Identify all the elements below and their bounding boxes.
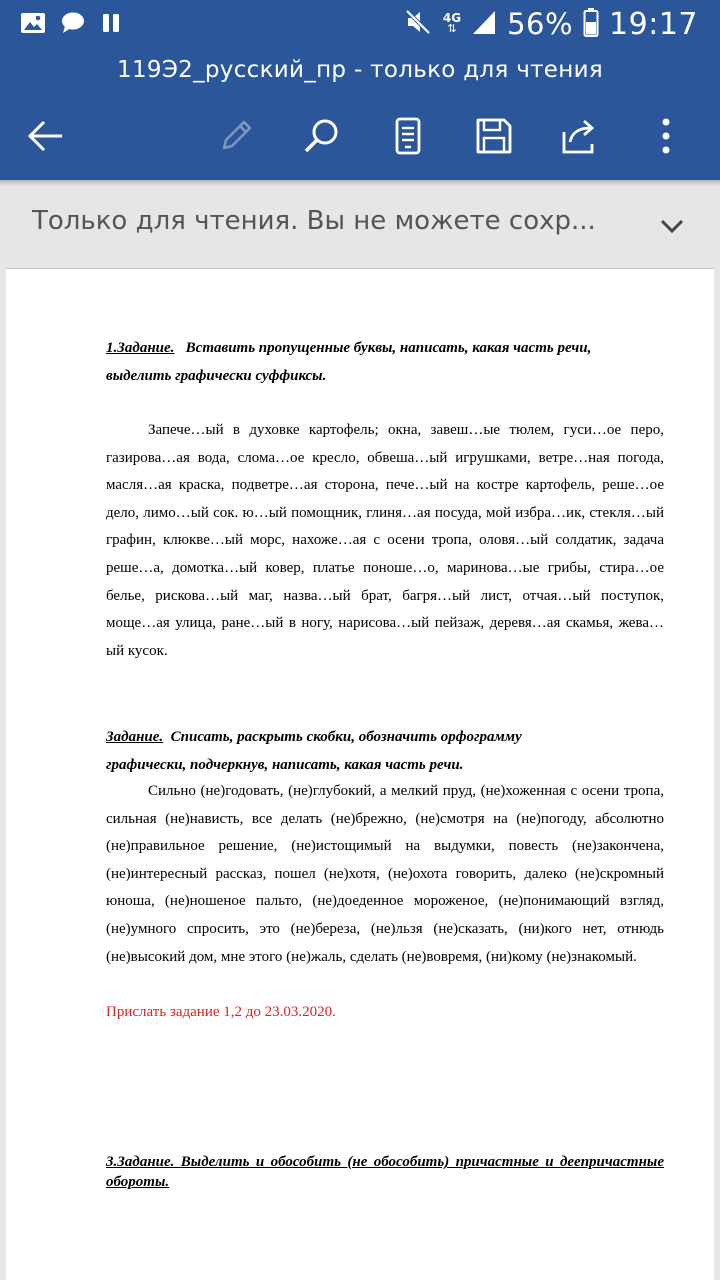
mute-icon — [403, 7, 433, 42]
task1-body: Запече…ый в духовке картофель; окна, завеш…ые тюлем, гуси…ое перо, газирова…ая вода, слома…ое кресло, обвеша…ый игрушками, ветре…ная погода, масля…ая краска, подветре…ая сторона, пече…ый на костре картофель, реше…ое дело, лимо…ый сок. ю…ый помощник, глиня…ая посуда, мой избра…ик, стекля…ый графин, клюкве…ый морс, нахоже…ая с осени тропа, оловя…ый солдатик, задача реше…а, домотка…ый ковер, платье поноше…о, маринова…ые грибы, стира…ое белье, рискова…ый маг, назва…ый брат, багря…ый лист, отчая…ый поступок, моще…ая улица, ране…ый в ногу, нарисова…ый пейзаж, деревя…ая скамья, жева…ый кусок. — [106, 422, 664, 659]
clock: 19:17 — [609, 6, 698, 42]
network-type: 4G ⇅ — [442, 11, 462, 35]
gallery-icon — [20, 11, 46, 40]
pencil-icon — [216, 116, 256, 156]
task1-heading-line1: Вставить пропущенные буквы, написать, какая часть речи, — [185, 340, 592, 356]
battery-percent: 56% — [507, 7, 574, 41]
more-options-button[interactable] — [638, 108, 694, 164]
mobile-view-button[interactable] — [380, 108, 436, 164]
task3-text: 3.Задание. Выделить и обособить (не обособить) причастные и деепричастные обороты. — [106, 1154, 664, 1190]
task1-label: 1.Задание. — [106, 340, 175, 356]
signal-icon — [471, 8, 497, 41]
toolbar — [0, 94, 720, 180]
search-button[interactable] — [294, 108, 350, 164]
pause-icon — [100, 11, 122, 40]
message-icon — [60, 11, 86, 40]
mobile-view-icon — [388, 116, 428, 156]
save-button[interactable] — [466, 108, 522, 164]
task2-label: Задание. — [106, 729, 164, 745]
task2-heading-line1: Списать, раскрыть скобки, обозначить орфограмму — [170, 729, 522, 745]
search-icon — [302, 116, 342, 156]
toolbar-shadow — [0, 180, 720, 186]
battery-icon — [583, 7, 599, 42]
status-bar — [0, 0, 720, 48]
task1-heading — [106, 334, 664, 390]
back-arrow-icon — [26, 116, 66, 156]
task1-heading-line2: выделить графически суффиксы. — [106, 368, 327, 384]
edit-button[interactable] — [208, 108, 264, 164]
expand-notice-button[interactable] — [654, 208, 690, 244]
chevron-down-icon — [654, 208, 690, 244]
task2-heading — [106, 723, 664, 779]
back-button[interactable] — [18, 108, 74, 164]
deadline-note: Прислать задание 1,2 до 23.03.2020. — [106, 1004, 336, 1020]
save-icon — [474, 116, 514, 156]
title-bar — [0, 48, 720, 94]
read-only-notice[interactable] — [0, 180, 720, 268]
more-icon — [658, 116, 674, 156]
task2-body: Сильно (не)годовать, (не)глубокий, а мелкий пруд, (не)хоженная с осени тропа, сильная (не)нависть, все делать (не)брежно, (не)смотря на (не)погоду, абсолютно (не)правильное решение, (не)истощимый на выдумки, повесть (не)закончена, (не)интересный рассказ, пошел (не)хотя, (не)охота говорить, далеко (не)скромный юноша, (не)ношеное пальто, (не)доеденное мороженое, (не)понимающий взгляд, (не)умного спросить, это (не)береза, (не)льзя (не)сказать, (ни)кого нет, отнюдь (не)высокий дом, мне этого (не)жаль, сделать (не)вовремя, (ни)кому (не)знакомый. — [106, 783, 664, 965]
task3-heading — [106, 1152, 664, 1192]
document-title: 119Э2_русский_пр - только для чтения — [117, 57, 603, 83]
task2-heading-line2: графически, подчеркнув, написать, какая часть речи. — [106, 757, 464, 773]
share-icon — [560, 116, 600, 156]
share-button[interactable] — [552, 108, 608, 164]
document-page[interactable] — [6, 268, 714, 1280]
read-only-message: Только для чтения. Вы не можете сохр... — [32, 206, 596, 236]
